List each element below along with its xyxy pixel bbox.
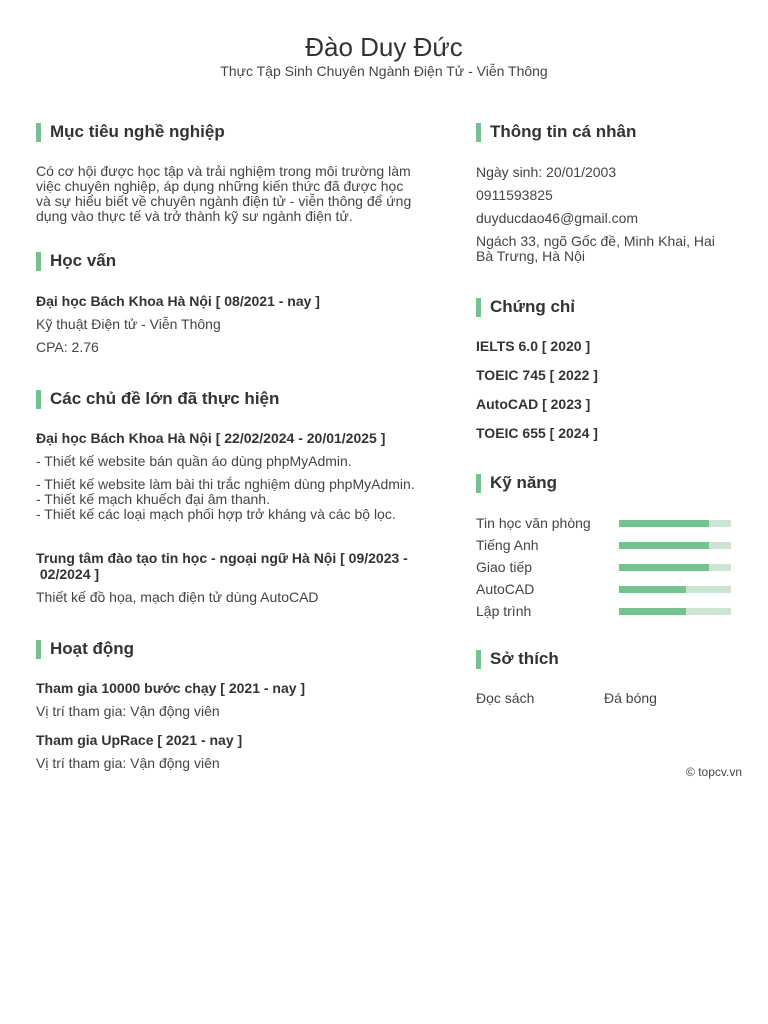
skill-name: AutoCAD (476, 581, 535, 597)
skill-level-fill (619, 520, 709, 527)
skill-row (476, 578, 736, 600)
right-column (476, 122, 736, 706)
project-title: Trung tâm đào tạo tin học - ngoại ngữ Hà Nội [ 09/2023 - (36, 550, 408, 566)
skills-heading: Kỹ năng (476, 473, 736, 493)
skill-level-bar (619, 542, 731, 549)
objective-line: Có cơ hội được học tập và trải nghiệm trong môi trường làm (36, 163, 411, 179)
candidate-name: Đào Duy Đức (305, 32, 463, 62)
education-major: Kỹ thuật Điện tử - Viễn Thông (36, 316, 221, 332)
objective-section (36, 122, 436, 224)
project-desc: Thiết kế đồ họa, mạch điện tử dùng AutoCAD (36, 589, 319, 605)
skills-list (476, 512, 736, 622)
skill-level-bar (619, 520, 731, 527)
education-heading: Học vấn (36, 251, 436, 271)
hobby-item: Đá bóng (604, 690, 657, 706)
objective-line: và sự hiểu biết về chuyên ngành điện tử - viễn thông để ứng (36, 193, 412, 209)
personal-heading: Thông tin cá nhân (476, 122, 736, 142)
skill-level-bar (619, 564, 731, 571)
address-line: Bà Trưng, Hà Nội (476, 248, 585, 264)
education-cpa: CPA: 2.76 (36, 339, 99, 355)
activity-title: Tham gia 10000 bước chạy [ 2021 - nay ] (36, 680, 306, 696)
resume-header (0, 32, 768, 79)
skills-section (476, 473, 736, 622)
activity-role: Vị trí tham gia: Vận động viên (36, 703, 220, 719)
footer-brand: © topcv.vn (686, 765, 742, 779)
skill-level-bar (619, 586, 731, 593)
birthday: Ngày sinh: 20/01/2003 (476, 164, 617, 180)
certificates-heading: Chứng chỉ (476, 297, 736, 317)
skill-level-fill (619, 564, 709, 571)
skill-name: Tin học văn phòng (476, 515, 591, 531)
activities-heading: Hoạt động (36, 639, 436, 659)
certificates-section (476, 297, 736, 441)
objective-line: việc chuyên nghiệp, áp dụng những kiến thức đã được học (36, 178, 404, 194)
candidate-title: Thực Tập Sinh Chuyên Ngành Điện Tử - Viễn Thông (220, 63, 548, 79)
skill-row (476, 512, 736, 534)
left-column (36, 122, 436, 771)
projects-heading: Các chủ đề lớn đã thực hiện (36, 389, 436, 409)
skill-row (476, 534, 736, 556)
objective-line: dụng vào thực tế và trở thành kỹ sư ngành điện tử. (36, 208, 353, 224)
hobbies-list (476, 690, 736, 706)
certificate-item: TOEIC 745 [ 2022 ] (476, 367, 598, 383)
skill-row (476, 556, 736, 578)
skill-row (476, 600, 736, 622)
education-section (36, 251, 436, 355)
activities-section (36, 639, 436, 771)
certificate-item: AutoCAD [ 2023 ] (476, 396, 591, 412)
skill-level-fill (619, 586, 686, 593)
skill-name: Giao tiếp (476, 559, 533, 575)
certificate-item: TOEIC 655 [ 2024 ] (476, 425, 598, 441)
activity-title: Tham gia UpRace [ 2021 - nay ] (36, 732, 243, 748)
skill-level-fill (619, 542, 709, 549)
skill-level-bar (619, 608, 731, 615)
phone: 0911593825 (476, 187, 553, 203)
projects-section (36, 389, 436, 605)
address-line: Ngách 33, ngõ Gốc đề, Minh Khai, Hai (476, 233, 715, 249)
skill-level-fill (619, 608, 686, 615)
project-line: - Thiết kế website làm bài thi trắc nghiệm dùng phpMyAdmin. (36, 476, 415, 492)
certificate-item: IELTS 6.0 [ 2020 ] (476, 338, 591, 354)
objective-heading: Mục tiêu nghề nghiệp (36, 122, 436, 142)
skill-name: Tiếng Anh (476, 537, 539, 553)
email: duyducdao46@gmail.com (476, 210, 639, 226)
personal-section (476, 122, 736, 264)
project-title: 02/2024 ] (36, 566, 100, 582)
hobbies-section (476, 649, 736, 706)
project-line: - Thiết kế mạch khuếch đại âm thanh. (36, 491, 270, 507)
project-line: - Thiết kế website bán quần áo dùng phpMyAdmin. (36, 453, 352, 469)
hobbies-heading: Sở thích (476, 649, 736, 669)
project-title: Đại học Bách Khoa Hà Nội [ 22/02/2024 - 20/01/2025 ] (36, 430, 386, 446)
activity-role: Vị trí tham gia: Vận động viên (36, 755, 220, 771)
skill-name: Lập trình (476, 603, 532, 619)
project-line: - Thiết kế các loại mạch phối hợp trở kháng và các bộ lọc. (36, 506, 396, 522)
hobby-item: Đọc sách (476, 690, 535, 706)
education-school: Đại học Bách Khoa Hà Nội [ 08/2021 - nay ] (36, 293, 320, 309)
